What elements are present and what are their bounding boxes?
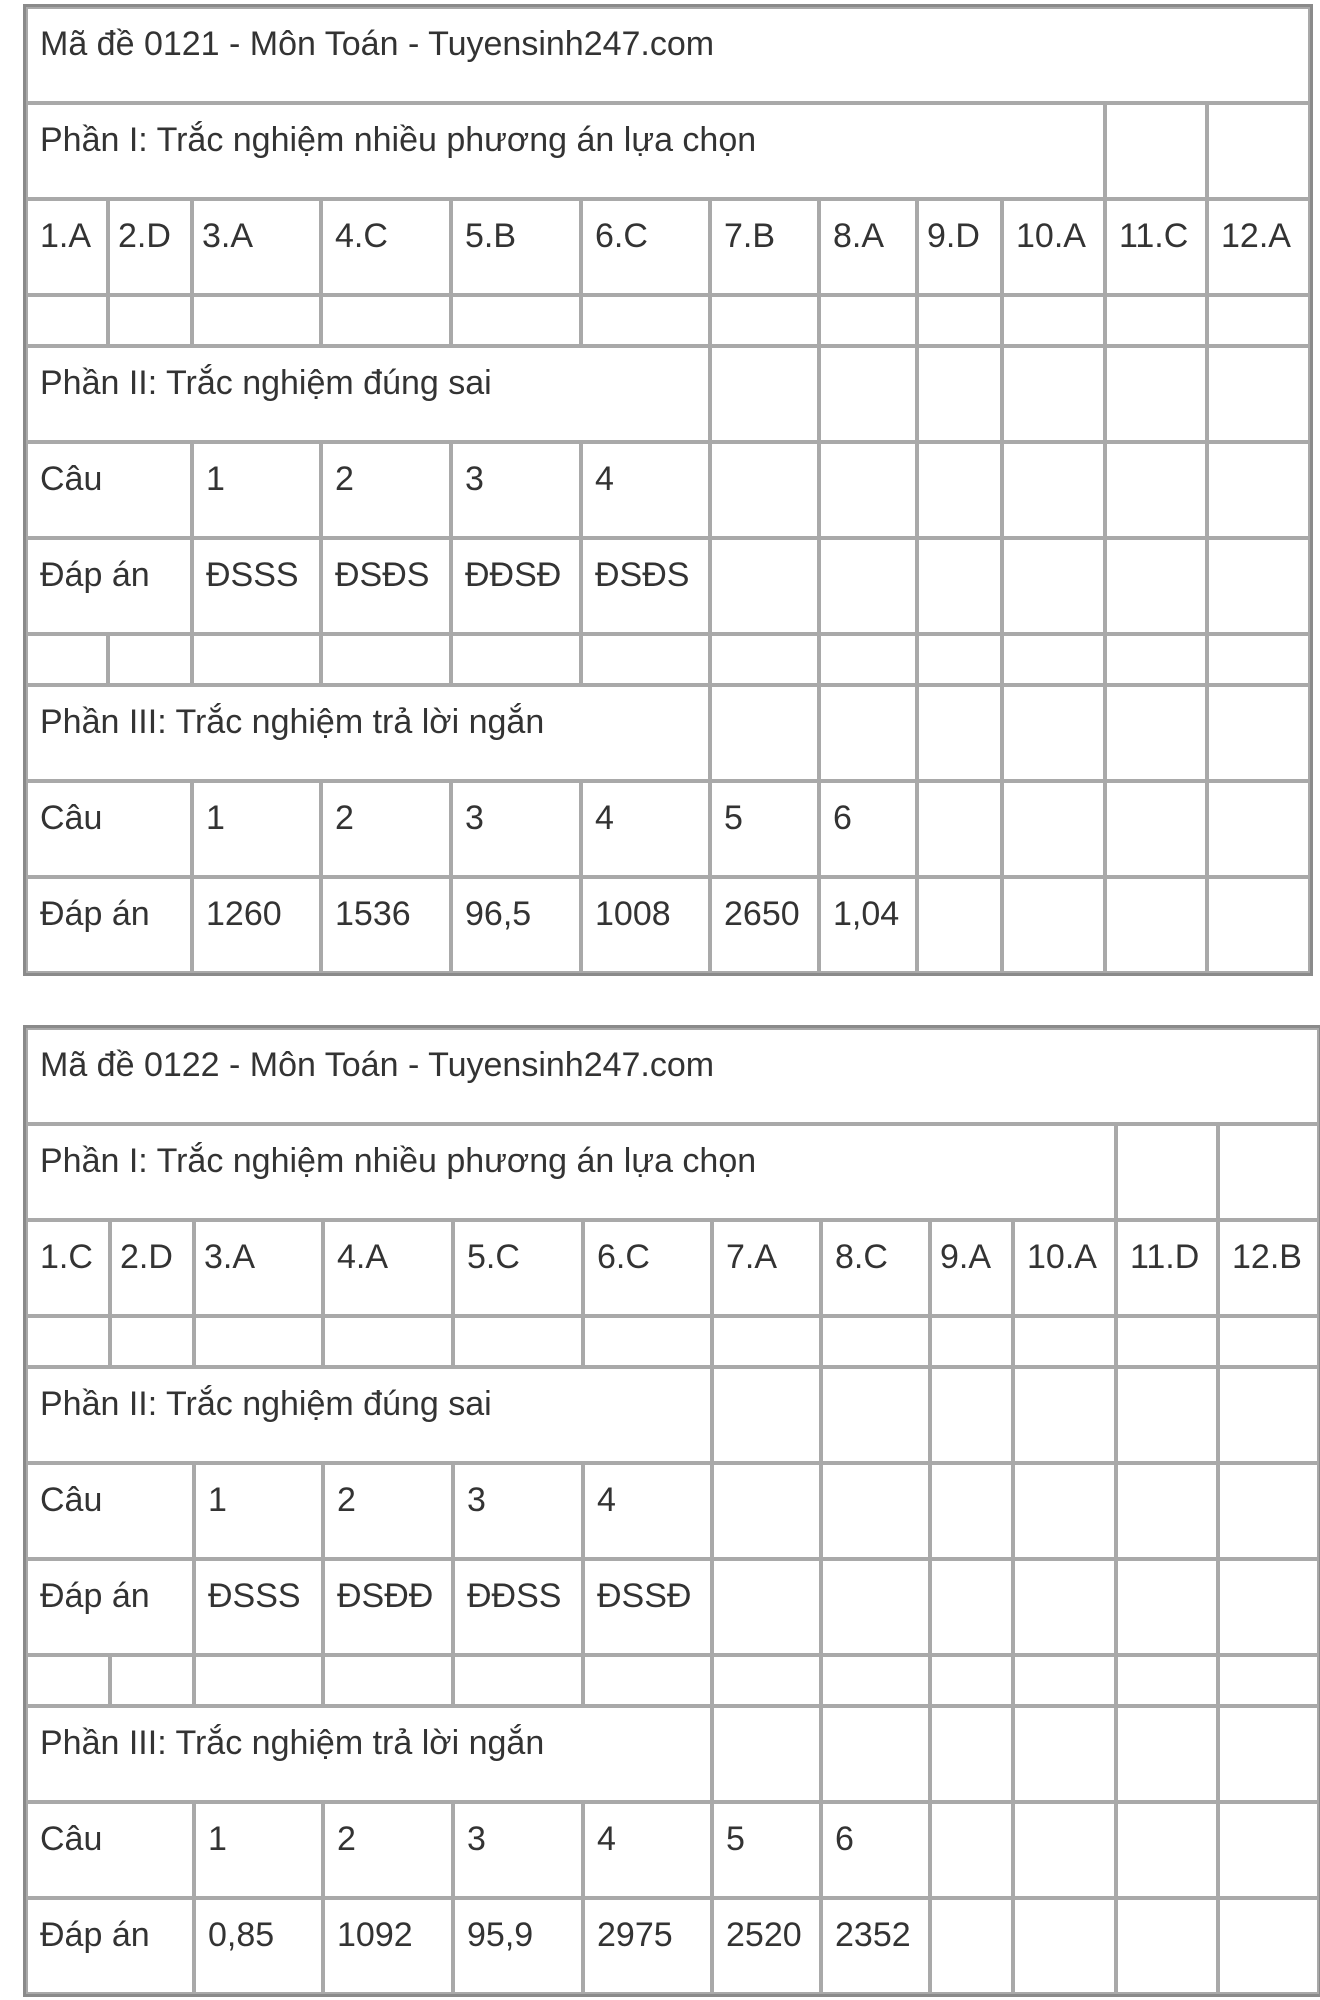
part2-question-1: 1 <box>194 1463 323 1559</box>
empty-cell <box>1002 295 1105 346</box>
table-row <box>26 781 1310 877</box>
part3-question-3: 3 <box>451 781 581 877</box>
empty-cell <box>821 1367 930 1463</box>
part1-answer-1: 1.A <box>26 199 108 295</box>
empty-cell <box>930 1655 1013 1706</box>
empty-cell <box>321 295 451 346</box>
part3-question-2: 2 <box>323 1802 453 1898</box>
table-row <box>26 7 1310 103</box>
part1-answer-11: 11.C <box>1105 199 1207 295</box>
part1-answer-5: 5.B <box>451 199 581 295</box>
empty-cell <box>917 877 1002 973</box>
part1-answer-9: 9.D <box>917 199 1002 295</box>
part3-answer-4: 1008 <box>581 877 710 973</box>
empty-cell <box>194 1655 323 1706</box>
part1-answer-4: 4.A <box>323 1220 453 1316</box>
part3-question-6: 6 <box>821 1802 930 1898</box>
empty-cell <box>453 1316 583 1367</box>
table-row <box>26 1898 1319 1994</box>
empty-cell <box>819 538 917 634</box>
empty-cell <box>1105 442 1207 538</box>
empty-cell <box>583 1316 712 1367</box>
empty-cell <box>26 1316 110 1367</box>
table-row <box>26 538 1310 634</box>
spacer-row <box>26 295 1310 346</box>
part3-question-1: 1 <box>192 781 321 877</box>
empty-cell <box>1002 538 1105 634</box>
part3-question-1: 1 <box>194 1802 323 1898</box>
empty-cell <box>192 295 321 346</box>
empty-cell <box>1002 685 1105 781</box>
table-row <box>26 199 1310 295</box>
table-row <box>26 1028 1319 1124</box>
empty-cell <box>1207 442 1310 538</box>
empty-cell <box>819 346 917 442</box>
empty-cell <box>930 1802 1013 1898</box>
empty-cell <box>1116 1898 1218 1994</box>
part2-answer-2: ĐSĐS <box>321 538 451 634</box>
empty-cell <box>321 634 451 685</box>
empty-cell <box>1002 442 1105 538</box>
empty-cell <box>930 1316 1013 1367</box>
part1-answer-6: 6.C <box>581 199 710 295</box>
part2-answer-3: ĐĐSĐ <box>451 538 581 634</box>
empty-cell <box>1013 1655 1116 1706</box>
empty-cell <box>917 346 1002 442</box>
empty-cell <box>1105 781 1207 877</box>
empty-cell <box>821 1706 930 1802</box>
empty-cell <box>26 1655 110 1706</box>
exam-code-title: Mã đề 0121 - Môn Toán - Tuyensinh247.com <box>26 7 1310 103</box>
part1-answer-7: 7.B <box>710 199 819 295</box>
table-row <box>26 685 1310 781</box>
empty-cell <box>930 1898 1013 1994</box>
table-row <box>26 346 1310 442</box>
empty-cell <box>819 634 917 685</box>
part2-question-2: 2 <box>323 1463 453 1559</box>
part2-question-2: 2 <box>321 442 451 538</box>
empty-cell <box>108 634 192 685</box>
empty-cell <box>194 1316 323 1367</box>
empty-cell <box>1116 1559 1218 1655</box>
empty-cell <box>1116 1124 1218 1220</box>
empty-cell <box>917 685 1002 781</box>
empty-cell <box>1207 634 1310 685</box>
part1-answer-3: 3.A <box>194 1220 323 1316</box>
empty-cell <box>1105 538 1207 634</box>
spacer-row <box>26 1655 1319 1706</box>
part3-question-4: 4 <box>581 781 710 877</box>
part1-answer-8: 8.A <box>819 199 917 295</box>
empty-cell <box>192 634 321 685</box>
empty-cell <box>110 1655 194 1706</box>
part1-answer-3: 3.A <box>192 199 321 295</box>
empty-cell <box>712 1559 821 1655</box>
part3-answer-6: 2352 <box>821 1898 930 1994</box>
part3-answer-5: 2650 <box>710 877 819 973</box>
part3-answer-label: Đáp án <box>26 1898 194 1994</box>
part1-answer-12: 12.B <box>1218 1220 1319 1316</box>
empty-cell <box>1218 1316 1319 1367</box>
empty-cell <box>1002 634 1105 685</box>
part3-answer-2: 1092 <box>323 1898 453 1994</box>
empty-cell <box>712 1655 821 1706</box>
empty-cell <box>1013 1316 1116 1367</box>
part3-answer-1: 1260 <box>192 877 321 973</box>
empty-cell <box>323 1655 453 1706</box>
empty-cell <box>451 634 581 685</box>
part1-answer-12: 12.A <box>1207 199 1310 295</box>
part3-answer-2: 1536 <box>321 877 451 973</box>
part2-question-4: 4 <box>583 1463 712 1559</box>
part1-title: Phần I: Trắc nghiệm nhiều phương án lựa chọn <box>26 103 1105 199</box>
empty-cell <box>710 295 819 346</box>
empty-cell <box>1218 1559 1319 1655</box>
part3-answer-3: 95,9 <box>453 1898 583 1994</box>
part3-title: Phần III: Trắc nghiệm trả lời ngắn <box>26 1706 712 1802</box>
part3-answer-3: 96,5 <box>451 877 581 973</box>
empty-cell <box>1013 1559 1116 1655</box>
empty-cell <box>1105 295 1207 346</box>
empty-cell <box>710 442 819 538</box>
exam-code-title: Mã đề 0122 - Môn Toán - Tuyensinh247.com <box>26 1028 1319 1124</box>
table-row <box>26 442 1310 538</box>
empty-cell <box>917 442 1002 538</box>
empty-cell <box>1207 103 1310 199</box>
empty-cell <box>1218 1655 1319 1706</box>
part2-answer-3: ĐĐSS <box>453 1559 583 1655</box>
empty-cell <box>917 781 1002 877</box>
empty-cell <box>1013 1802 1116 1898</box>
part3-answer-1: 0,85 <box>194 1898 323 1994</box>
empty-cell <box>1013 1367 1116 1463</box>
part1-answer-10: 10.A <box>1002 199 1105 295</box>
empty-cell <box>26 295 108 346</box>
empty-cell <box>710 346 819 442</box>
table-row <box>26 877 1310 973</box>
table-row <box>26 1463 1319 1559</box>
part3-answer-4: 2975 <box>583 1898 712 1994</box>
table-row <box>26 1367 1319 1463</box>
empty-cell <box>451 295 581 346</box>
empty-cell <box>712 1706 821 1802</box>
part2-question-label: Câu <box>26 1463 194 1559</box>
part3-title: Phần III: Trắc nghiệm trả lời ngắn <box>26 685 710 781</box>
part2-answer-4: ĐSĐS <box>581 538 710 634</box>
empty-cell <box>323 1316 453 1367</box>
part1-answer-6: 6.C <box>583 1220 712 1316</box>
empty-cell <box>1105 685 1207 781</box>
part1-answer-8: 8.C <box>821 1220 930 1316</box>
table-row <box>26 1220 1319 1316</box>
empty-cell <box>930 1559 1013 1655</box>
answer-table-0121 <box>23 4 1313 976</box>
part3-answer-5: 2520 <box>712 1898 821 1994</box>
empty-cell <box>819 442 917 538</box>
empty-cell <box>1207 877 1310 973</box>
part2-question-3: 3 <box>453 1463 583 1559</box>
part3-question-6: 6 <box>819 781 917 877</box>
empty-cell <box>1218 1802 1319 1898</box>
empty-cell <box>1207 538 1310 634</box>
part3-question-4: 4 <box>583 1802 712 1898</box>
part2-title: Phần II: Trắc nghiệm đúng sai <box>26 1367 712 1463</box>
empty-cell <box>710 685 819 781</box>
part2-answer-label: Đáp án <box>26 538 192 634</box>
part3-question-label: Câu <box>26 781 192 877</box>
empty-cell <box>1105 634 1207 685</box>
empty-cell <box>917 634 1002 685</box>
part1-answer-5: 5.C <box>453 1220 583 1316</box>
part2-question-1: 1 <box>192 442 321 538</box>
empty-cell <box>712 1316 821 1367</box>
table-row <box>26 1559 1319 1655</box>
empty-cell <box>821 1316 930 1367</box>
empty-cell <box>1105 103 1207 199</box>
part2-answer-2: ĐSĐĐ <box>323 1559 453 1655</box>
part1-answer-9: 9.A <box>930 1220 1013 1316</box>
empty-cell <box>1013 1706 1116 1802</box>
part3-answer-6: 1,04 <box>819 877 917 973</box>
table-row <box>26 1124 1319 1220</box>
table-row <box>26 1706 1319 1802</box>
empty-cell <box>821 1655 930 1706</box>
empty-cell <box>1218 1706 1319 1802</box>
part2-question-3: 3 <box>451 442 581 538</box>
part3-question-5: 5 <box>710 781 819 877</box>
part2-question-4: 4 <box>581 442 710 538</box>
part2-answer-1: ĐSSS <box>194 1559 323 1655</box>
empty-cell <box>930 1706 1013 1802</box>
empty-cell <box>712 1463 821 1559</box>
empty-cell <box>930 1367 1013 1463</box>
part2-question-label: Câu <box>26 442 192 538</box>
empty-cell <box>1207 346 1310 442</box>
spacer-row <box>26 634 1310 685</box>
empty-cell <box>1207 781 1310 877</box>
empty-cell <box>1013 1898 1116 1994</box>
spacer-row <box>26 1316 1319 1367</box>
empty-cell <box>1002 346 1105 442</box>
empty-cell <box>821 1559 930 1655</box>
empty-cell <box>819 295 917 346</box>
empty-cell <box>1105 346 1207 442</box>
empty-cell <box>710 634 819 685</box>
empty-cell <box>1218 1898 1319 1994</box>
empty-cell <box>26 634 108 685</box>
empty-cell <box>712 1367 821 1463</box>
empty-cell <box>1002 877 1105 973</box>
part1-title: Phần I: Trắc nghiệm nhiều phương án lựa chọn <box>26 1124 1116 1220</box>
part2-title: Phần II: Trắc nghiệm đúng sai <box>26 346 710 442</box>
part2-answer-4: ĐSSĐ <box>583 1559 712 1655</box>
empty-cell <box>917 295 1002 346</box>
empty-cell <box>1002 781 1105 877</box>
part1-answer-2: 2.D <box>108 199 192 295</box>
part1-answer-11: 11.D <box>1116 1220 1218 1316</box>
part3-question-5: 5 <box>712 1802 821 1898</box>
empty-cell <box>1218 1124 1319 1220</box>
part3-question-label: Câu <box>26 1802 194 1898</box>
part3-answer-label: Đáp án <box>26 877 192 973</box>
empty-cell <box>819 685 917 781</box>
empty-cell <box>1207 295 1310 346</box>
table-row <box>26 1802 1319 1898</box>
empty-cell <box>108 295 192 346</box>
part2-answer-label: Đáp án <box>26 1559 194 1655</box>
part3-question-2: 2 <box>321 781 451 877</box>
empty-cell <box>1116 1316 1218 1367</box>
part1-answer-4: 4.C <box>321 199 451 295</box>
empty-cell <box>1116 1367 1218 1463</box>
empty-cell <box>110 1316 194 1367</box>
empty-cell <box>917 538 1002 634</box>
empty-cell <box>1218 1463 1319 1559</box>
empty-cell <box>1207 685 1310 781</box>
empty-cell <box>1116 1706 1218 1802</box>
empty-cell <box>581 295 710 346</box>
empty-cell <box>1116 1463 1218 1559</box>
part1-answer-10: 10.A <box>1013 1220 1116 1316</box>
part1-answer-2: 2.D <box>110 1220 194 1316</box>
empty-cell <box>453 1655 583 1706</box>
empty-cell <box>1105 877 1207 973</box>
empty-cell <box>1218 1367 1319 1463</box>
empty-cell <box>1013 1463 1116 1559</box>
part1-answer-7: 7.A <box>712 1220 821 1316</box>
empty-cell <box>581 634 710 685</box>
answer-table-0122 <box>23 1025 1320 1997</box>
part3-question-3: 3 <box>453 1802 583 1898</box>
empty-cell <box>1116 1802 1218 1898</box>
empty-cell <box>710 538 819 634</box>
table-row <box>26 103 1310 199</box>
empty-cell <box>930 1463 1013 1559</box>
empty-cell <box>821 1463 930 1559</box>
part2-answer-1: ĐSSS <box>192 538 321 634</box>
empty-cell <box>583 1655 712 1706</box>
empty-cell <box>1116 1655 1218 1706</box>
part1-answer-1: 1.C <box>26 1220 110 1316</box>
